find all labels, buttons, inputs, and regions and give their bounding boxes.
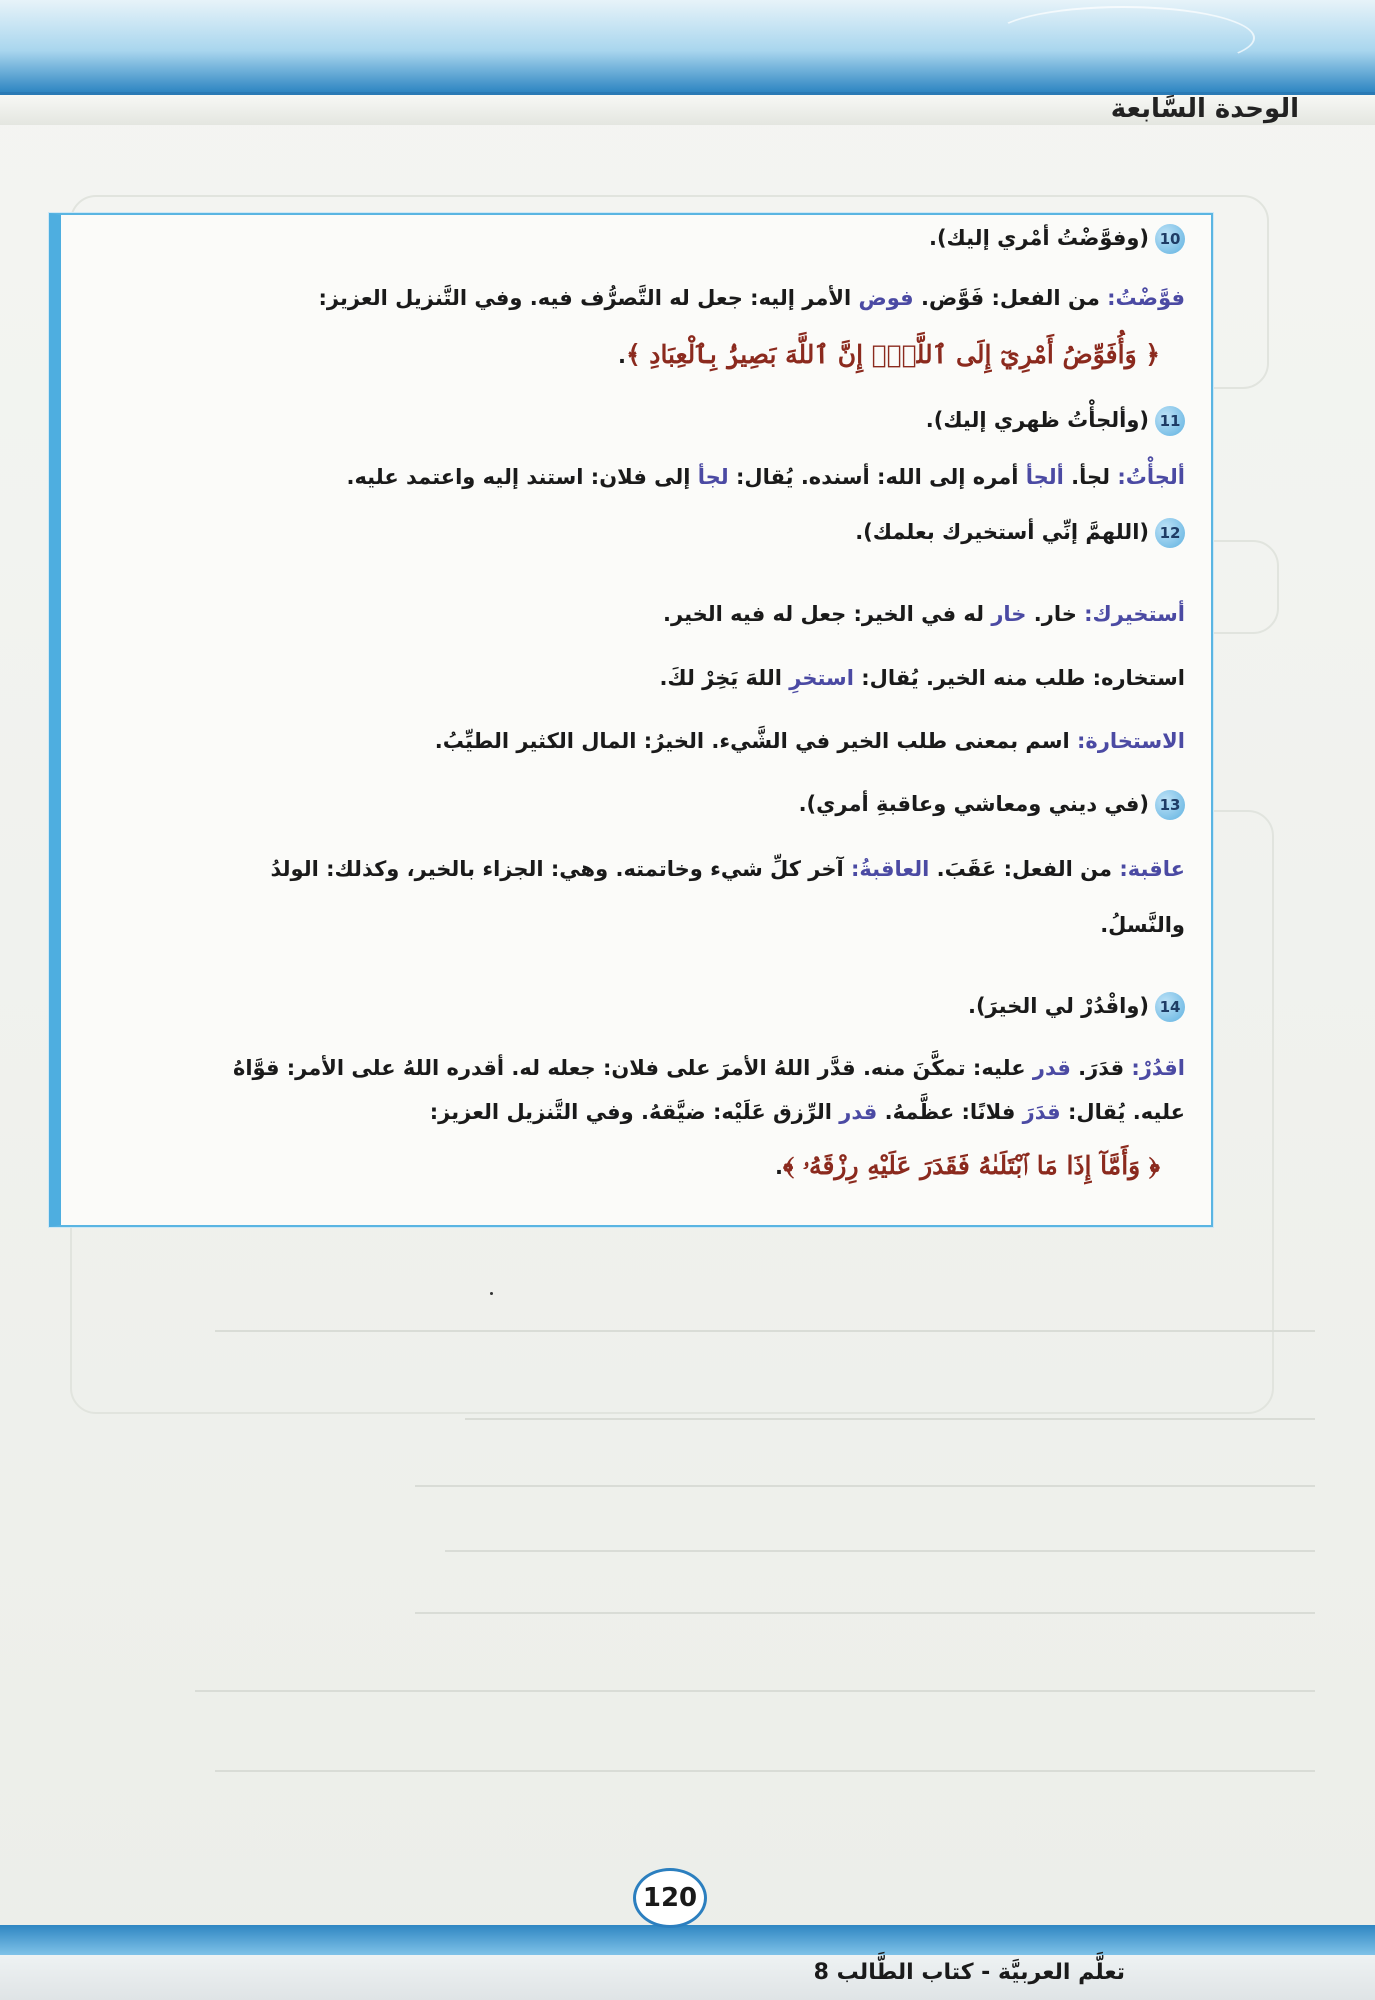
item-number-badge: 14	[1155, 992, 1185, 1022]
definition-text: لجأ.	[1063, 465, 1118, 489]
definition-line	[346, 461, 1185, 493]
definition-text: والنَّسلُ.	[1100, 913, 1185, 937]
keyword: الاستخارة:	[1077, 729, 1185, 753]
definition-text: الأمر إليه: جعل له التَّصرُّف فيه. وفي التَّنزيل العزيز:	[318, 286, 859, 310]
keyword: اقدُرْ:	[1131, 1056, 1185, 1080]
definition-text: فلانًا: عظَّمهُ.	[877, 1100, 1023, 1124]
unit-title: الوحدة السَّابعة	[1110, 94, 1299, 124]
quran-verse: ﴿ وَأَمَّآ إِذَا مَا ٱبْتَلَىٰهُ فَقَدَرَ عَلَيْهِ رِزْقَهُۥ ﴾	[783, 1151, 1160, 1180]
show-through-line	[415, 1612, 1315, 1614]
keyword: ألجأ	[1025, 465, 1064, 489]
definition-line	[271, 853, 1185, 885]
definition-text: قدَرَ.	[1070, 1056, 1132, 1080]
top-decorative-band	[0, 0, 1375, 95]
verse-end: .	[617, 344, 626, 368]
definition-text: من الفعل: عَقَبَ.	[929, 857, 1120, 881]
book-title: تعلَّم العربيَّة - كتاب الطَّالب 8	[813, 1960, 1125, 1985]
show-through-line	[465, 1418, 1315, 1420]
item-phrase: (واقْدُرْ لي الخيرَ).	[967, 994, 1149, 1018]
keyword: ألجأْتُ:	[1117, 465, 1185, 489]
definition-text: آخر كلِّ شيء وخاتمته. وهي: الجزاء بالخير، وكذلك: الولدُ	[270, 857, 852, 881]
definition-text: عليه. يُقال:	[1060, 1100, 1185, 1124]
keyword: قدَرَ	[1022, 1100, 1061, 1124]
definition-line	[435, 725, 1185, 757]
definition-line	[318, 282, 1185, 314]
keyword: أستخيرك:	[1084, 602, 1185, 626]
item-number-badge: 11	[1155, 406, 1185, 436]
definition-line	[233, 1052, 1185, 1084]
item-phrase: (وألجأْتُ ظهري إليك).	[925, 408, 1149, 432]
show-through-line	[445, 1550, 1315, 1552]
definition-text: الرِّزق عَلَيْه: ضيَّقهُ. وفي التَّنزيل العزيز:	[429, 1100, 840, 1124]
definition-text: من الفعل: فَوَّض.	[913, 286, 1108, 310]
keyword: عاقبة:	[1119, 857, 1185, 881]
definition-text: خار.	[1026, 602, 1085, 626]
item-13	[799, 788, 1185, 820]
item-number-badge: 10	[1155, 224, 1185, 254]
keyword: لجأ	[697, 465, 729, 489]
definition-text: اللهَ يَخِرْ لكَ.	[659, 666, 790, 690]
definition-text: أمره إلى الله: أسنده. يُقال:	[728, 465, 1026, 489]
show-through-line	[215, 1770, 1315, 1772]
item-14	[968, 990, 1185, 1022]
item-number-badge: 13	[1155, 790, 1185, 820]
keyword: فوَّضْتُ:	[1107, 286, 1185, 310]
quran-verse-line	[618, 339, 1160, 372]
definition-line	[663, 598, 1185, 630]
definition-line	[1100, 909, 1185, 941]
item-11	[926, 404, 1185, 436]
content-box	[49, 213, 1213, 1227]
item-phrase: (وفوَّضْتُ أمْري إليك).	[928, 226, 1149, 250]
definition-line	[659, 662, 1185, 694]
item-number-badge: 12	[1155, 518, 1185, 548]
definition-text: له في الخير: جعل له فيه الخير.	[663, 602, 992, 626]
definition-text: عليه: تمكَّنَ منه. قدَّر اللهُ الأمرَ على فلان: جعله له. أقدره اللهُ على الأمر: قوَّاهُ	[232, 1056, 1033, 1080]
definition-text: استخاره: طلب منه الخير. يُقال:	[853, 666, 1185, 690]
show-through-line	[195, 1690, 1315, 1692]
definition-text: اسم بمعنى طلب الخير في الشَّيء. الخيرُ: المال الكثير الطيِّبُ.	[434, 729, 1078, 753]
show-through-line	[415, 1485, 1315, 1487]
keyword: قدر	[839, 1100, 878, 1124]
definition-text: إلى فلان: استند إليه واعتمد عليه.	[346, 465, 698, 489]
keyword: خار	[991, 602, 1027, 626]
quran-verse: ﴿ وَأُفَوِّضُ أَمْرِيٓ إِلَى ٱللَّهِۚ إِنَّ ٱللَّهَ بَصِيرُۢ بِٱلْعِبَادِ ﴾	[625, 340, 1160, 369]
keyword: استخرِ	[789, 666, 854, 690]
item-10	[929, 222, 1185, 254]
item-phrase: (في ديني ومعاشي وعاقبةِ أمري).	[798, 792, 1149, 816]
show-through-line	[215, 1330, 1315, 1332]
page-number: 120	[633, 1868, 707, 1928]
keyword: فوض	[858, 286, 914, 310]
swirl-ornament-icon	[991, 6, 1255, 70]
footer-strip	[0, 1955, 1375, 2000]
definition-line	[430, 1096, 1185, 1128]
item-12	[855, 516, 1185, 548]
verse-end: .	[775, 1155, 784, 1179]
keyword: العاقبةُ:	[851, 857, 930, 881]
stray-dot	[490, 1292, 493, 1295]
quran-verse-line	[775, 1150, 1160, 1183]
keyword: قدر	[1032, 1056, 1071, 1080]
item-phrase: (اللهمَّ إنِّي أستخيرك بعلمك).	[855, 520, 1149, 544]
